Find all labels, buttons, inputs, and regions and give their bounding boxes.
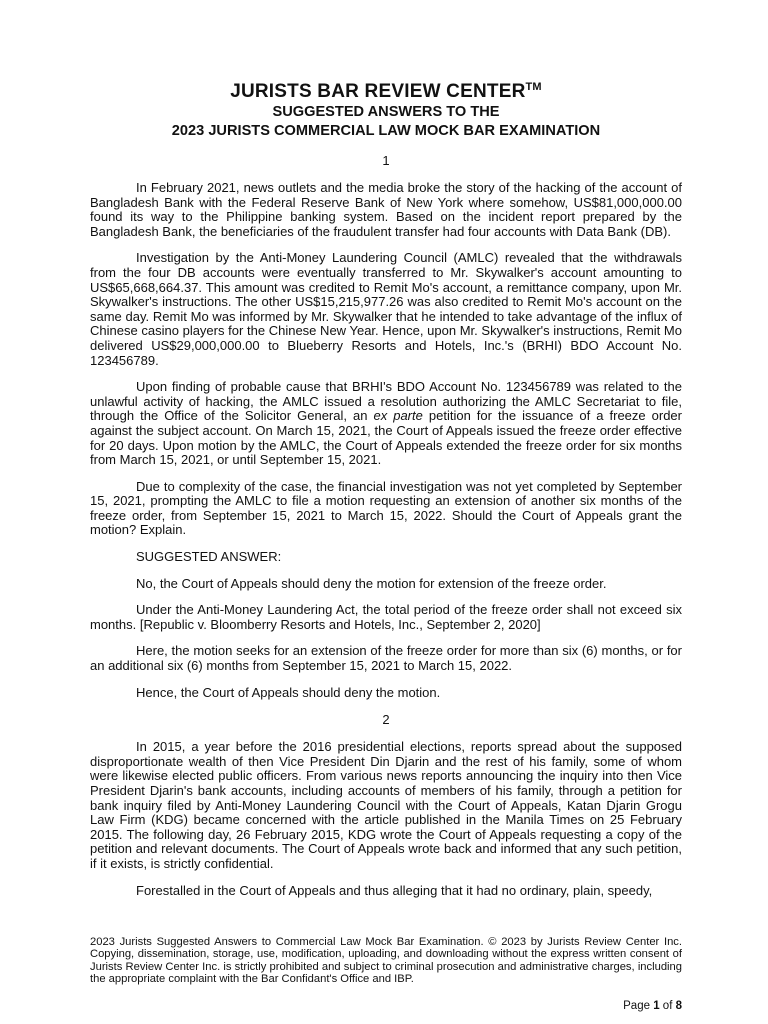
page-label: Page (623, 1000, 654, 1012)
center-title-text: JURISTS BAR REVIEW CENTER (230, 81, 526, 102)
subtitle-line-2: 2023 JURISTS COMMERCIAL LAW MOCK BAR EXAMINATION (171, 123, 601, 139)
page-of: of (659, 1000, 676, 1012)
q1-paragraph-4: Due to complexity of the case, the financial investigation was not yet completed by September 15, 2021, prompting the AMLC to file a motion requesting an extension of another six months of the freeze order, from September 15, 2021 to March 15, 2022. Should the Court of Appeals grant the motion? Explain. (90, 478, 682, 538)
answer-paragraph-3: Here, the motion seeks for an extension of the freeze order for more than six (6) months, or for an additional six (6) months from September 15, 2021 to March 15, 2022. (90, 643, 682, 674)
q1-paragraph-3 (90, 380, 682, 468)
q2-paragraph-1: In 2015, a year before the 2016 presidential elections, reports spread about the supposed disproportionate wealth of then Vice President Din Djarin and the rest of his family, some of whom were likewise elected public officers. From various news reports announcing the inquiry into then Vice President Djarin's bank accounts, including accounts of members of his family, through a petition for bank inquiry filed by Anti-Money Laundering Council with the Court of Appeals, Katan Djarin Grogu Law Firm (KDG) became concerned with the article published in the Manila Times on 25 February 2015. The following day, 26 February 2015, KDG wrote the Court of Appeals requesting a copy of the petition and relevant documents. The Court of Appeals wrote back and informed that any such petition, if it exists, is strictly confidential. (90, 739, 682, 871)
q1-paragraph-1: In February 2021, news outlets and the media broke the story of the hacking of the account of Bangladesh Bank with the Federal Reserve Bank of New York where somehow, US$81,000,000.00 found its way to the Philippine banking system. Based on the incident report prepared by the Bangladesh Bank, the beneficiaries of the fraudulent transfer had four accounts with Data Bank (DB). (90, 180, 682, 239)
answer-paragraph-4: Hence, the Court of Appeals should deny the motion. (136, 684, 441, 700)
answer-paragraph-2: Under the Anti-Money Laundering Act, the total period of the freeze order shall not exceed six months. [Republic v. Bloomberry Resorts and Hotels, Inc., September 2, 2020] (90, 602, 682, 632)
subtitle-line-1: SUGGESTED ANSWERS TO THE (272, 104, 500, 120)
q1-p3-italic: ex parte (373, 408, 423, 424)
q1-paragraph-2: Investigation by the Anti-Money Laundering Council (AMLC) revealed that the withdrawals from the four DB accounts were eventually transferred to Mr. Skywalker's account amounting to US$65,668,664.37. This amount was credited to Remit Mo's account, a remittance company, upon Mr. Skywalker's instructions. The other US$15,215,977.26 was also credited to Remit Mo's account on the same day. Remit Mo was informed by Mr. Skywalker that he intended to take advantage of the influx of Chinese casino players for the Chinese New Year. Hence, upon Mr. Skywalker's instructions, Remit Mo delivered US$29,000,000.00 to Blueberry Resorts and Hotels, Inc.'s (BRHI) BDO Account No. 123456789. (90, 250, 682, 368)
page-current: 1 (653, 1000, 660, 1012)
center-title (90, 76, 682, 103)
trademark-mark: TM (525, 81, 542, 93)
question-number-1: 1 (382, 153, 390, 168)
suggested-answer-label: SUGGESTED ANSWER: (136, 549, 282, 565)
copyright-notice: 2023 Jurists Suggested Answers to Commercial Law Mock Bar Examination. © 2023 by Jurists Review Center Inc. Copying, dissemination, storage, use, modification, uploading, and downloading without the express written consent of Jurists Review Center Inc. is strictly prohibited and subject to criminal prosecution and administrative charges, including the appropriate complaint with the Bar Confidant's Office and IBP. (90, 936, 682, 986)
q1-p3-part-a: Upon finding of probable cause that BRHI's BDO Account No. 123456789 was related to the unlawful activity of hacking, the AMLC issued a resolution authorizing the AMLC Secretariat to file, through the Office of the Solicitor General, an (90, 379, 682, 424)
page-number (623, 1000, 682, 1013)
answer-paragraph-1: No, the Court of Appeals should deny the motion for extension of the freeze order. (136, 575, 607, 591)
q1-p3-part-b: petition for the issuance of a freeze order against the subject account. On March 15, 2021, the Court of Appeals issued the freeze order effective for 20 days. Upon motion by the AMLC, the Court of Appeals extended the freeze order for six months from March 15, 2021, or until September 15, 2021. (90, 408, 682, 468)
q2-paragraph-2: Forestalled in the Court of Appeals and thus alleging that it had no ordinary, plain, speedy, (136, 882, 653, 898)
question-number-2: 2 (382, 712, 390, 728)
page-total: 8 (675, 1000, 682, 1012)
